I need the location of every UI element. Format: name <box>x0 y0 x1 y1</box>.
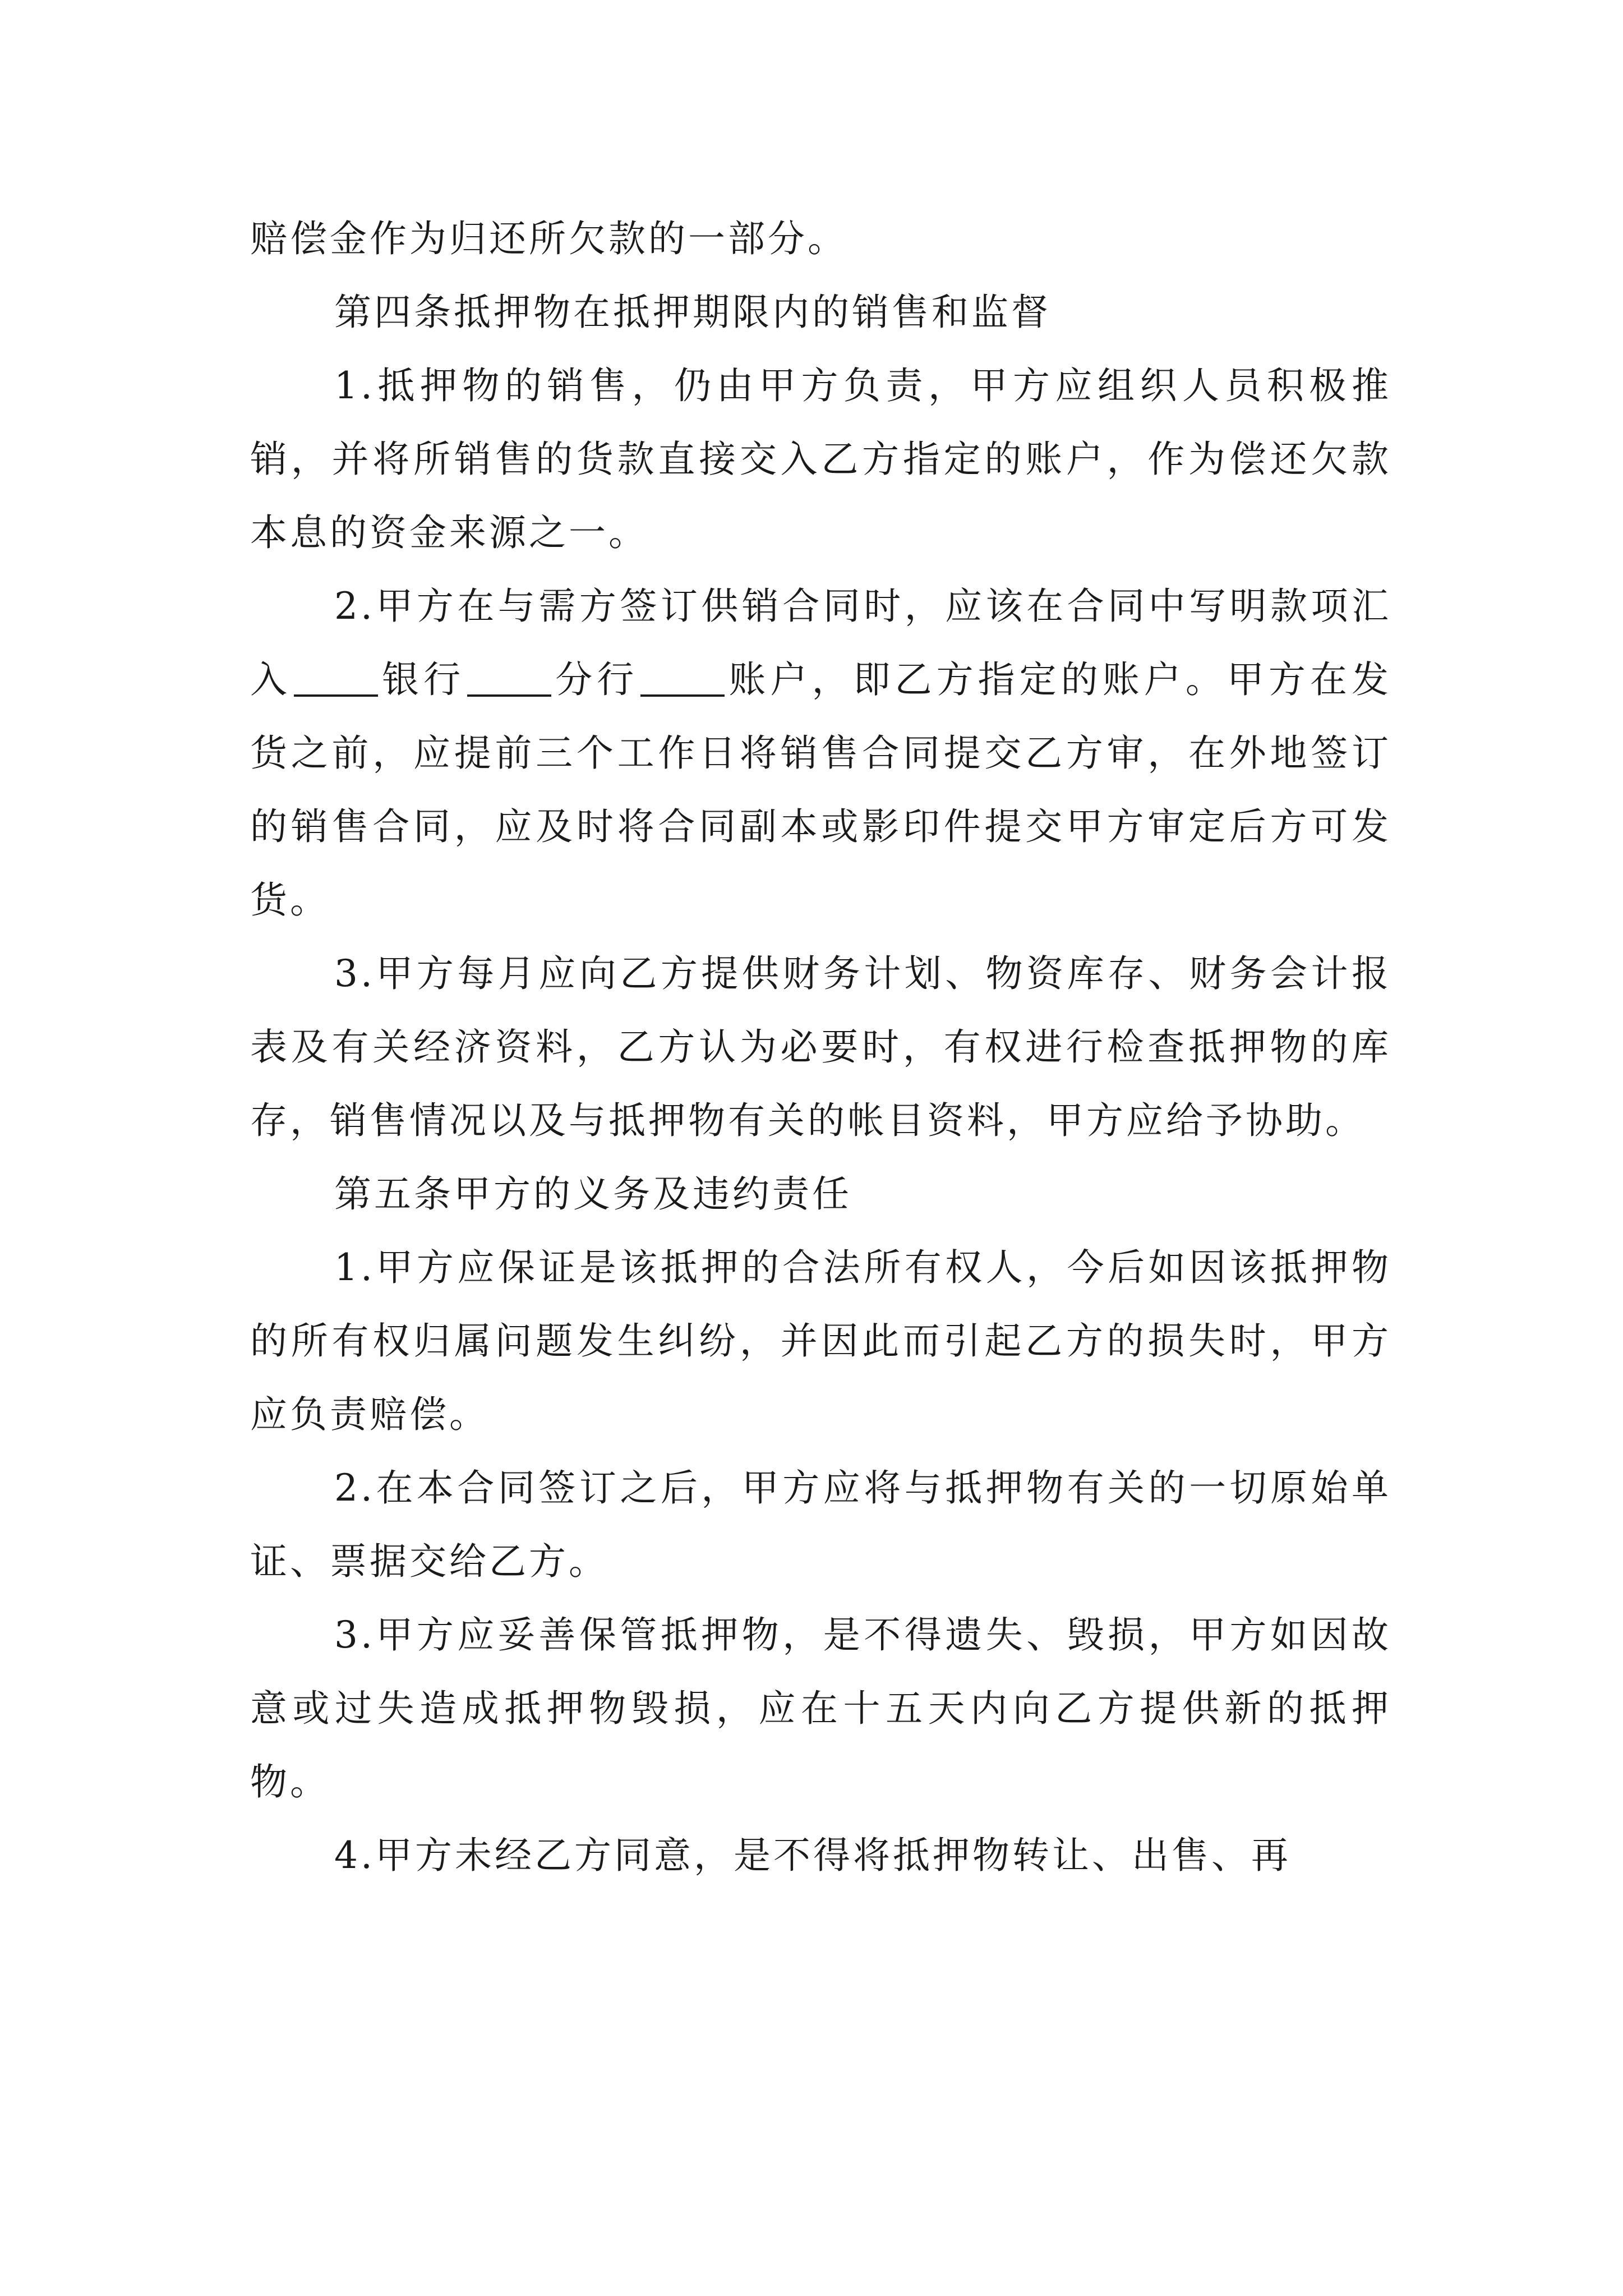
article-5-clause-2: 2.在本合同签订之后，甲方应将与抵押物有关的一切原始单证、票据交给乙方。 <box>250 1466 1391 1583</box>
clause-text: 账户，即乙方指定的账户。甲方在发货之前，应提前三个工作日将销售合同提交乙方审，在外地签订的销售合同，应及时将合同副本或影印件提交甲方审定后方可发货。 <box>250 658 1392 922</box>
article-4-clause-3: 3.甲方每月应向乙方提供财务计划、物资库存、财务会计报表及有关经济资料，乙方认为必要时，有权进行检查抵押物的库存，销售情况以及与抵押物有关的帐目资料，甲方应给予协助。 <box>250 952 1391 1142</box>
article-5-clause-3: 3.甲方应妥善保管抵押物，是不得遗失、毁损，甲方如因故意或过失造成抵押物毁损，应在十五天内向乙方提供新的抵押物。 <box>250 1613 1391 1803</box>
fill-in-blank <box>467 657 551 697</box>
fill-in-blank <box>294 657 378 697</box>
article-5-heading: 第五条甲方的义务及违约责任 <box>334 1172 852 1216</box>
paragraph-continuation: 赔偿金作为归还所欠款的一部分。 <box>250 217 847 260</box>
fill-in-blank <box>640 657 725 697</box>
article-4-heading: 第四条抵押物在抵押期限内的销售和监督 <box>334 291 1051 334</box>
clause-text: 2.甲方在与需方签订供销合同时，应该在合同中写明款项汇入 <box>250 585 1391 701</box>
article-4-clause-2 <box>250 569 1391 937</box>
article-4-clause-1: 1.抵押物的销售，仍由甲方负责，甲方应组织人员积极推销，并将所销售的货款直接交入乙方指定的账户，作为偿还欠款本息的资金来源之一。 <box>250 364 1391 554</box>
clause-text: 分行 <box>554 658 639 701</box>
article-5-clause-1: 1.甲方应保证是该抵押的合法所有权人，今后如因该抵押物的所有权归属问题发生纠纷，并因此而引起乙方的损失时，甲方应负责赔偿。 <box>250 1246 1391 1436</box>
clause-text: 银行 <box>380 658 465 701</box>
article-5-clause-4: 4.甲方未经乙方同意，是不得将抵押物转让、出售、再 <box>334 1834 1291 1877</box>
document-body <box>250 202 1391 1892</box>
